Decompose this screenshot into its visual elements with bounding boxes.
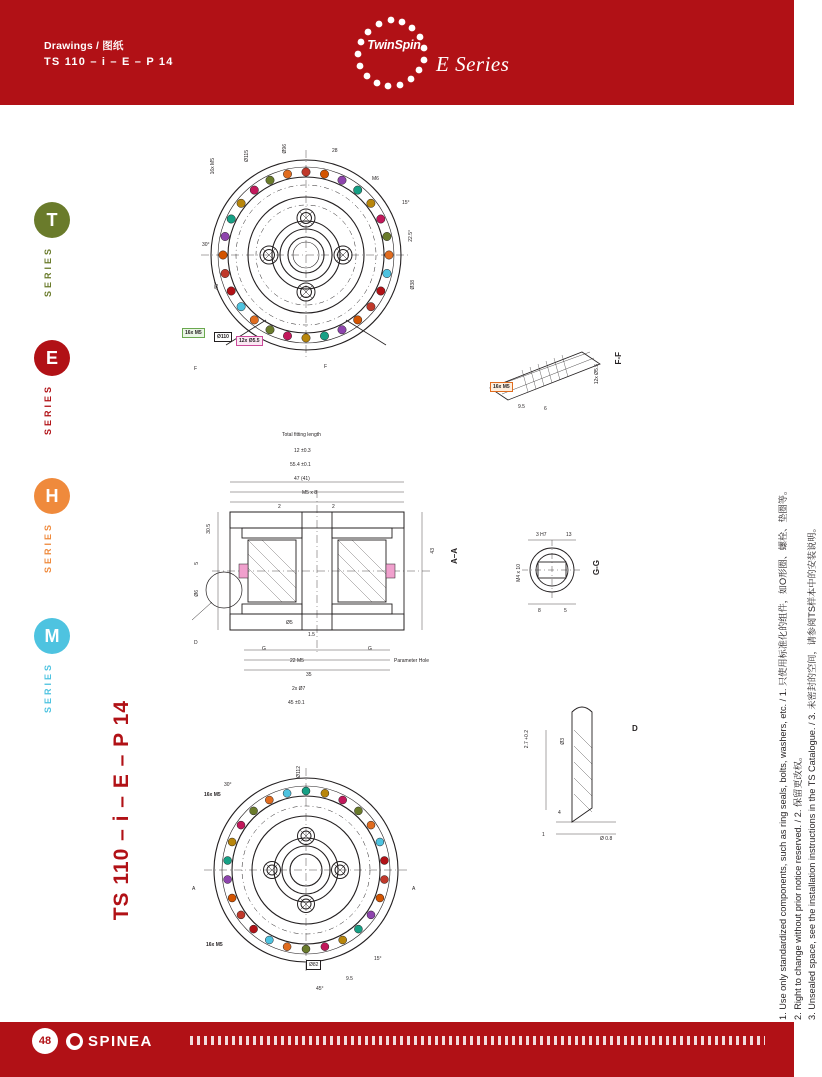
logo-series-text: E Series bbox=[436, 52, 510, 76]
series-letter-m: M bbox=[34, 618, 70, 654]
note-1: 1. Use only standardized components, such as ring seals, bolts, washers, etc. / 1. 只使用标准化的组件，如O形圈、螺栓、垫圈等。 bbox=[778, 485, 788, 1020]
logo-wordmark: TwinSpin bbox=[367, 38, 421, 52]
note-3: 3. Unsealed space, see the installation instructions in the TS Catalogue. / 3. 未密封的空间，请参阅TS样本中的安装说明。 bbox=[807, 523, 817, 1020]
spinea-logo bbox=[66, 1031, 153, 1051]
notes-block bbox=[776, 400, 822, 1020]
series-letter-t: T bbox=[34, 202, 70, 238]
drawing-section-ff: F-F 12x Ø5.5 9.5 6 16x M5 bbox=[482, 340, 642, 450]
note-2: 2. Right to change without prior notice reserved. / 2. 保留更改权。 bbox=[792, 751, 803, 1020]
series-label-t: SERIES bbox=[43, 246, 53, 298]
page-number: 48 bbox=[32, 1028, 58, 1054]
sidebar-item-e-series[interactable] bbox=[34, 340, 74, 436]
drawing-bottom-view: 16x M5 30° Ø112 A A 16x M5 Ø82 9.5 45° 15° bbox=[192, 766, 416, 992]
page-title: TS 110 – i – E – P 14 bbox=[110, 700, 133, 921]
sidebar-item-m-series[interactable] bbox=[34, 618, 74, 714]
series-label-e: SERIES bbox=[43, 384, 53, 436]
logo-dot-ring-icon bbox=[352, 14, 430, 92]
series-letter-e: E bbox=[34, 340, 70, 376]
breadcrumb: Drawings / 图纸 bbox=[44, 40, 124, 52]
drawing-detail-d: Ø3 2.7 +0.2 4 1 Ø 0.8 D bbox=[516, 690, 666, 850]
header-model: TS 110 – i – E – P 14 bbox=[44, 56, 174, 68]
drawing-section-gg: 3 H7 13 M4 x 10 8 5 G-G bbox=[516, 532, 601, 614]
series-label-m: SERIES bbox=[43, 662, 53, 714]
spinea-wordmark: SPINEA bbox=[88, 1032, 153, 1050]
sidebar-item-h-series[interactable] bbox=[34, 478, 74, 574]
series-letter-h: H bbox=[34, 478, 70, 514]
drawing-section-aa: Total fitting length 12 ±0.3 55.4 ±0.1 47 (41) M5 x 8 2 2 30.5 43 5 Ø6 Ø5 1.5 G G 22 M5 35 2x Ø7 45 ±0.1 D Parameter Hole A–A bbox=[194, 432, 459, 706]
page-header bbox=[0, 0, 794, 105]
twinspin-logo bbox=[352, 14, 532, 92]
footer-pattern bbox=[190, 1036, 765, 1045]
series-label-h: SERIES bbox=[43, 522, 53, 574]
drawing-top-view: 16x M5 Ø115 Ø96 28 M6 15° 22.5° 30° 45° Ø38 F F 16x M5 Ø110 12x Ø5.5 bbox=[196, 130, 446, 380]
sidebar-item-t-series[interactable] bbox=[34, 202, 74, 298]
spinea-mark-icon bbox=[66, 1033, 83, 1050]
